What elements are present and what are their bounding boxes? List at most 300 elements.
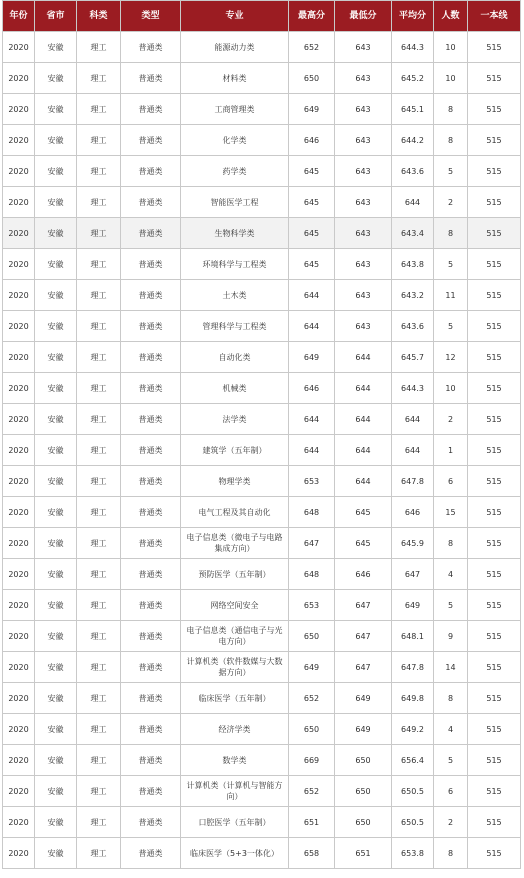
cell-tier-line: 515	[468, 404, 521, 435]
cell-year: 2020	[3, 621, 35, 652]
cell-count: 14	[434, 652, 468, 683]
cell-major: 计算机类（计算机与智能方向）	[181, 776, 289, 807]
cell-tier-line: 515	[468, 435, 521, 466]
header-count: 人数	[434, 1, 468, 32]
cell-count: 4	[434, 714, 468, 745]
table-row	[3, 311, 521, 342]
cell-count: 12	[434, 342, 468, 373]
cell-year: 2020	[3, 683, 35, 714]
cell-subject: 理工	[77, 94, 121, 125]
cell-count: 8	[434, 125, 468, 156]
cell-type: 普通类	[121, 249, 181, 280]
cell-subject: 理工	[77, 156, 121, 187]
table-row	[3, 466, 521, 497]
cell-avg-score: 644.3	[392, 373, 434, 404]
table-row	[3, 714, 521, 745]
table-row	[3, 435, 521, 466]
cell-tier-line: 515	[468, 187, 521, 218]
cell-year: 2020	[3, 838, 35, 869]
cell-min-score: 649	[335, 714, 392, 745]
cell-type: 普通类	[121, 714, 181, 745]
cell-tier-line: 515	[468, 745, 521, 776]
cell-min-score: 643	[335, 187, 392, 218]
cell-subject: 理工	[77, 621, 121, 652]
cell-type: 普通类	[121, 838, 181, 869]
table-row	[3, 404, 521, 435]
cell-tier-line: 515	[468, 156, 521, 187]
cell-min-score: 643	[335, 311, 392, 342]
cell-max-score: 645	[289, 249, 335, 280]
cell-subject: 理工	[77, 528, 121, 559]
cell-count: 8	[434, 218, 468, 249]
table-row	[3, 249, 521, 280]
cell-year: 2020	[3, 590, 35, 621]
header-tier-line: 一本线	[468, 1, 521, 32]
cell-tier-line: 515	[468, 280, 521, 311]
cell-min-score: 644	[335, 466, 392, 497]
cell-max-score: 653	[289, 466, 335, 497]
cell-avg-score: 644	[392, 435, 434, 466]
cell-province: 安徽	[35, 249, 77, 280]
cell-avg-score: 649	[392, 590, 434, 621]
cell-min-score: 643	[335, 280, 392, 311]
cell-year: 2020	[3, 528, 35, 559]
cell-major: 管理科学与工程类	[181, 311, 289, 342]
cell-major: 计算机类（软件数媒与大数据方向）	[181, 652, 289, 683]
table-row	[3, 156, 521, 187]
table-row	[3, 559, 521, 590]
cell-count: 5	[434, 745, 468, 776]
table-row	[3, 63, 521, 94]
header-row	[3, 1, 521, 32]
table-row	[3, 621, 521, 652]
cell-year: 2020	[3, 776, 35, 807]
table-row	[3, 652, 521, 683]
cell-year: 2020	[3, 435, 35, 466]
header-subject: 科类	[77, 1, 121, 32]
cell-type: 普通类	[121, 94, 181, 125]
cell-tier-line: 515	[468, 373, 521, 404]
cell-tier-line: 515	[468, 218, 521, 249]
cell-count: 2	[434, 807, 468, 838]
cell-max-score: 644	[289, 311, 335, 342]
header-type: 类型	[121, 1, 181, 32]
cell-min-score: 649	[335, 683, 392, 714]
cell-max-score: 653	[289, 590, 335, 621]
header-province: 省市	[35, 1, 77, 32]
cell-max-score: 652	[289, 776, 335, 807]
cell-subject: 理工	[77, 838, 121, 869]
cell-avg-score: 645.9	[392, 528, 434, 559]
cell-tier-line: 515	[468, 63, 521, 94]
cell-subject: 理工	[77, 652, 121, 683]
cell-major: 物理学类	[181, 466, 289, 497]
cell-avg-score: 647	[392, 559, 434, 590]
cell-year: 2020	[3, 342, 35, 373]
cell-count: 10	[434, 32, 468, 63]
cell-subject: 理工	[77, 590, 121, 621]
cell-max-score: 652	[289, 32, 335, 63]
cell-max-score: 646	[289, 373, 335, 404]
cell-type: 普通类	[121, 156, 181, 187]
cell-major: 经济学类	[181, 714, 289, 745]
cell-subject: 理工	[77, 776, 121, 807]
cell-major: 数学类	[181, 745, 289, 776]
cell-max-score: 652	[289, 683, 335, 714]
cell-major: 工商管理类	[181, 94, 289, 125]
table-row	[3, 32, 521, 63]
cell-avg-score: 643.2	[392, 280, 434, 311]
cell-province: 安徽	[35, 652, 77, 683]
cell-count: 8	[434, 528, 468, 559]
cell-tier-line: 515	[468, 311, 521, 342]
cell-province: 安徽	[35, 342, 77, 373]
cell-avg-score: 645.2	[392, 63, 434, 94]
table-row	[3, 125, 521, 156]
cell-major: 临床医学（5+3一体化）	[181, 838, 289, 869]
cell-max-score: 650	[289, 63, 335, 94]
cell-province: 安徽	[35, 466, 77, 497]
cell-province: 安徽	[35, 94, 77, 125]
cell-major: 机械类	[181, 373, 289, 404]
cell-province: 安徽	[35, 218, 77, 249]
cell-min-score: 643	[335, 63, 392, 94]
cell-type: 普通类	[121, 776, 181, 807]
cell-count: 5	[434, 311, 468, 342]
cell-count: 9	[434, 621, 468, 652]
cell-type: 普通类	[121, 683, 181, 714]
cell-count: 2	[434, 404, 468, 435]
cell-type: 普通类	[121, 466, 181, 497]
cell-type: 普通类	[121, 280, 181, 311]
cell-avg-score: 643.6	[392, 311, 434, 342]
cell-avg-score: 644	[392, 404, 434, 435]
cell-province: 安徽	[35, 125, 77, 156]
cell-min-score: 645	[335, 497, 392, 528]
cell-year: 2020	[3, 559, 35, 590]
table-row	[3, 497, 521, 528]
cell-count: 6	[434, 776, 468, 807]
cell-max-score: 650	[289, 714, 335, 745]
table-row	[3, 218, 521, 249]
table-row	[3, 838, 521, 869]
cell-subject: 理工	[77, 373, 121, 404]
cell-type: 普通类	[121, 652, 181, 683]
cell-tier-line: 515	[468, 838, 521, 869]
cell-min-score: 646	[335, 559, 392, 590]
cell-avg-score: 650.5	[392, 776, 434, 807]
cell-major: 法学类	[181, 404, 289, 435]
cell-major: 化学类	[181, 125, 289, 156]
cell-avg-score: 643.6	[392, 156, 434, 187]
cell-major: 电气工程及其自动化	[181, 497, 289, 528]
table-row	[3, 776, 521, 807]
cell-subject: 理工	[77, 435, 121, 466]
cell-major: 土木类	[181, 280, 289, 311]
cell-max-score: 647	[289, 528, 335, 559]
cell-subject: 理工	[77, 683, 121, 714]
cell-avg-score: 647.8	[392, 466, 434, 497]
cell-province: 安徽	[35, 435, 77, 466]
cell-year: 2020	[3, 187, 35, 218]
cell-province: 安徽	[35, 497, 77, 528]
cell-type: 普通类	[121, 745, 181, 776]
cell-avg-score: 646	[392, 497, 434, 528]
cell-min-score: 647	[335, 652, 392, 683]
cell-max-score: 646	[289, 125, 335, 156]
cell-type: 普通类	[121, 590, 181, 621]
cell-min-score: 650	[335, 776, 392, 807]
cell-subject: 理工	[77, 280, 121, 311]
cell-tier-line: 515	[468, 497, 521, 528]
cell-subject: 理工	[77, 249, 121, 280]
cell-tier-line: 515	[468, 590, 521, 621]
cell-major: 建筑学（五年制）	[181, 435, 289, 466]
cell-avg-score: 644.3	[392, 32, 434, 63]
cell-subject: 理工	[77, 466, 121, 497]
cell-subject: 理工	[77, 125, 121, 156]
cell-province: 安徽	[35, 590, 77, 621]
cell-min-score: 650	[335, 745, 392, 776]
cell-max-score: 645	[289, 156, 335, 187]
cell-max-score: 645	[289, 218, 335, 249]
cell-major: 生物科学类	[181, 218, 289, 249]
cell-avg-score: 644.2	[392, 125, 434, 156]
cell-subject: 理工	[77, 218, 121, 249]
cell-type: 普通类	[121, 342, 181, 373]
cell-count: 5	[434, 249, 468, 280]
cell-min-score: 643	[335, 249, 392, 280]
cell-major: 环境科学与工程类	[181, 249, 289, 280]
cell-tier-line: 515	[468, 714, 521, 745]
cell-subject: 理工	[77, 404, 121, 435]
cell-tier-line: 515	[468, 94, 521, 125]
cell-avg-score: 647.8	[392, 652, 434, 683]
cell-type: 普通类	[121, 125, 181, 156]
cell-province: 安徽	[35, 838, 77, 869]
cell-subject: 理工	[77, 745, 121, 776]
cell-province: 安徽	[35, 621, 77, 652]
cell-type: 普通类	[121, 218, 181, 249]
cell-province: 安徽	[35, 280, 77, 311]
cell-province: 安徽	[35, 683, 77, 714]
cell-count: 10	[434, 373, 468, 404]
cell-count: 4	[434, 559, 468, 590]
cell-major: 口腔医学（五年制）	[181, 807, 289, 838]
cell-major: 预防医学（五年制）	[181, 559, 289, 590]
cell-count: 2	[434, 187, 468, 218]
cell-year: 2020	[3, 63, 35, 94]
cell-type: 普通类	[121, 621, 181, 652]
cell-province: 安徽	[35, 32, 77, 63]
cell-year: 2020	[3, 125, 35, 156]
cell-province: 安徽	[35, 745, 77, 776]
cell-major: 药学类	[181, 156, 289, 187]
cell-province: 安徽	[35, 373, 77, 404]
cell-year: 2020	[3, 249, 35, 280]
cell-year: 2020	[3, 404, 35, 435]
header-max-score: 最高分	[289, 1, 335, 32]
cell-max-score: 648	[289, 497, 335, 528]
cell-major: 材料类	[181, 63, 289, 94]
cell-avg-score: 643.4	[392, 218, 434, 249]
cell-min-score: 651	[335, 838, 392, 869]
header-min-score: 最低分	[335, 1, 392, 32]
cell-tier-line: 515	[468, 32, 521, 63]
cell-type: 普通类	[121, 807, 181, 838]
cell-tier-line: 515	[468, 807, 521, 838]
cell-province: 安徽	[35, 807, 77, 838]
cell-max-score: 644	[289, 404, 335, 435]
table-row	[3, 94, 521, 125]
cell-major: 电子信息类（通信电子与光电方向）	[181, 621, 289, 652]
cell-year: 2020	[3, 156, 35, 187]
table-row	[3, 683, 521, 714]
cell-avg-score: 643.8	[392, 249, 434, 280]
cell-year: 2020	[3, 280, 35, 311]
cell-avg-score: 650.5	[392, 807, 434, 838]
cell-province: 安徽	[35, 311, 77, 342]
table-row	[3, 280, 521, 311]
table-row	[3, 745, 521, 776]
cell-tier-line: 515	[468, 683, 521, 714]
cell-type: 普通类	[121, 373, 181, 404]
cell-subject: 理工	[77, 497, 121, 528]
cell-count: 8	[434, 683, 468, 714]
cell-count: 1	[434, 435, 468, 466]
cell-min-score: 643	[335, 94, 392, 125]
cell-max-score: 650	[289, 621, 335, 652]
cell-min-score: 644	[335, 435, 392, 466]
table-row	[3, 373, 521, 404]
cell-max-score: 651	[289, 807, 335, 838]
cell-count: 10	[434, 63, 468, 94]
cell-province: 安徽	[35, 528, 77, 559]
header-major: 专业	[181, 1, 289, 32]
cell-year: 2020	[3, 466, 35, 497]
cell-year: 2020	[3, 807, 35, 838]
table-row	[3, 807, 521, 838]
header-avg-score: 平均分	[392, 1, 434, 32]
cell-year: 2020	[3, 32, 35, 63]
cell-avg-score: 645.7	[392, 342, 434, 373]
cell-count: 5	[434, 590, 468, 621]
admission-scores-table	[2, 0, 521, 869]
cell-tier-line: 515	[468, 466, 521, 497]
cell-min-score: 650	[335, 807, 392, 838]
cell-province: 安徽	[35, 63, 77, 94]
cell-avg-score: 648.1	[392, 621, 434, 652]
cell-province: 安徽	[35, 559, 77, 590]
cell-min-score: 647	[335, 590, 392, 621]
cell-count: 8	[434, 838, 468, 869]
cell-type: 普通类	[121, 311, 181, 342]
cell-max-score: 669	[289, 745, 335, 776]
table-row	[3, 528, 521, 559]
cell-max-score: 644	[289, 280, 335, 311]
cell-min-score: 643	[335, 156, 392, 187]
cell-min-score: 643	[335, 218, 392, 249]
cell-count: 8	[434, 94, 468, 125]
cell-year: 2020	[3, 745, 35, 776]
cell-count: 11	[434, 280, 468, 311]
cell-type: 普通类	[121, 559, 181, 590]
cell-min-score: 644	[335, 342, 392, 373]
cell-major: 自动化类	[181, 342, 289, 373]
cell-subject: 理工	[77, 559, 121, 590]
cell-tier-line: 515	[468, 125, 521, 156]
cell-major: 能源动力类	[181, 32, 289, 63]
cell-avg-score: 656.4	[392, 745, 434, 776]
cell-max-score: 649	[289, 342, 335, 373]
cell-max-score: 649	[289, 94, 335, 125]
cell-max-score: 649	[289, 652, 335, 683]
cell-year: 2020	[3, 373, 35, 404]
cell-year: 2020	[3, 94, 35, 125]
cell-province: 安徽	[35, 404, 77, 435]
header-year: 年份	[3, 1, 35, 32]
cell-year: 2020	[3, 652, 35, 683]
cell-type: 普通类	[121, 435, 181, 466]
cell-count: 5	[434, 156, 468, 187]
cell-province: 安徽	[35, 714, 77, 745]
cell-year: 2020	[3, 497, 35, 528]
cell-min-score: 643	[335, 32, 392, 63]
table-row	[3, 187, 521, 218]
cell-major: 电子信息类（微电子与电路集成方向）	[181, 528, 289, 559]
cell-province: 安徽	[35, 187, 77, 218]
cell-subject: 理工	[77, 32, 121, 63]
cell-max-score: 648	[289, 559, 335, 590]
cell-type: 普通类	[121, 404, 181, 435]
cell-type: 普通类	[121, 63, 181, 94]
cell-subject: 理工	[77, 311, 121, 342]
cell-tier-line: 515	[468, 621, 521, 652]
cell-min-score: 644	[335, 373, 392, 404]
cell-type: 普通类	[121, 497, 181, 528]
cell-subject: 理工	[77, 807, 121, 838]
cell-year: 2020	[3, 311, 35, 342]
cell-type: 普通类	[121, 187, 181, 218]
cell-year: 2020	[3, 714, 35, 745]
cell-count: 15	[434, 497, 468, 528]
cell-tier-line: 515	[468, 559, 521, 590]
cell-subject: 理工	[77, 187, 121, 218]
cell-max-score: 644	[289, 435, 335, 466]
cell-major: 临床医学（五年制）	[181, 683, 289, 714]
cell-avg-score: 649.8	[392, 683, 434, 714]
cell-avg-score: 644	[392, 187, 434, 218]
cell-subject: 理工	[77, 342, 121, 373]
cell-province: 安徽	[35, 776, 77, 807]
cell-avg-score: 649.2	[392, 714, 434, 745]
cell-avg-score: 645.1	[392, 94, 434, 125]
cell-max-score: 658	[289, 838, 335, 869]
cell-major: 智能医学工程	[181, 187, 289, 218]
cell-count: 6	[434, 466, 468, 497]
cell-min-score: 647	[335, 621, 392, 652]
cell-type: 普通类	[121, 32, 181, 63]
table-row	[3, 590, 521, 621]
cell-min-score: 645	[335, 528, 392, 559]
cell-min-score: 644	[335, 404, 392, 435]
table-row	[3, 342, 521, 373]
cell-subject: 理工	[77, 63, 121, 94]
cell-type: 普通类	[121, 528, 181, 559]
cell-province: 安徽	[35, 156, 77, 187]
cell-year: 2020	[3, 218, 35, 249]
cell-tier-line: 515	[468, 776, 521, 807]
